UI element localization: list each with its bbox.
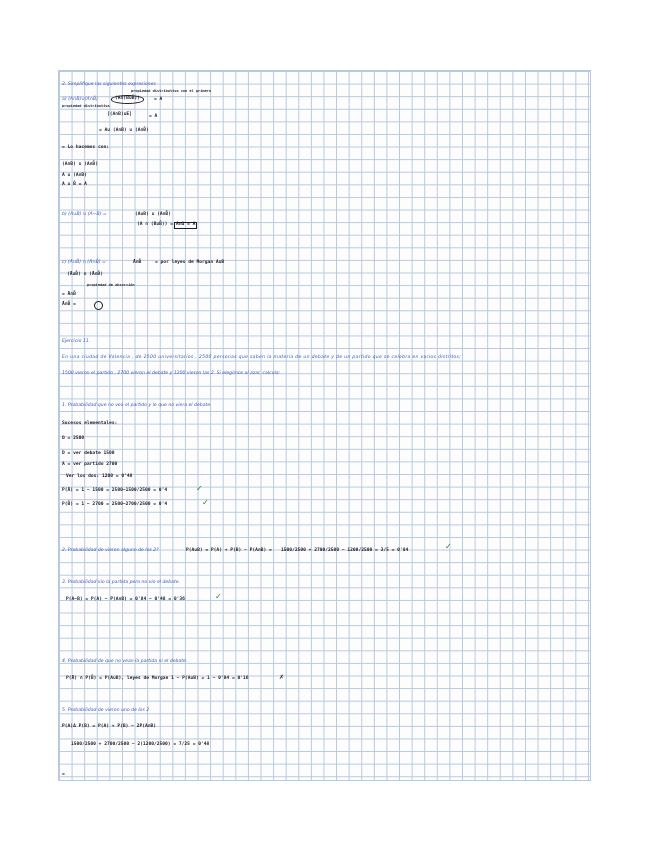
item-a-line-c: A ∪ B̄ = A [62,182,87,187]
item-a-expression: a) (A∩B)∪(A∩B̄) [62,97,98,102]
q2-formula: P(A∪B) = P(A) + P(B) − P(A∩B) = [186,548,272,553]
check-icon-2: ✓ [202,498,209,507]
item-b-boxed-result: A∩Ω = A [176,222,196,227]
exercise-11-heading: Ejercicio 11. [62,339,91,344]
item-a-step2-result: = A [149,114,158,119]
item-a-line-b: A ∪ (A∩B) [62,173,87,178]
item-c-morgan-note: = por leyes de Morgan A∪B [155,260,225,265]
item-c-absorption-note: propiedad de absorción [87,283,135,287]
annotation-distributive-first: propiedad distributiva con el primero [131,89,212,93]
q2-computation: 1500/2500 + 2700/2500 − 1200/2500 = 3/5 = 0'84 [281,548,409,553]
item-a-note: = Lo hacemos con: [62,145,110,150]
q1-p-not-a: P(Ā) = 1 − 1500 = 2500−1500/2500 = 0'4 [62,488,168,493]
question-1: 1. Probabilidad que no vea el partido y le que no viera el debate. [62,403,212,408]
item-c-result: Ā∩B̄ = [62,302,76,307]
q1-both: Ver los dos: 1200 = 0'48 [66,474,133,479]
q1-omega: Ω = 2500 [62,436,85,441]
q5-computation: 1500/2500 + 2700/2500 − 2(1200/2500) = 7/25 = 0'48 [71,742,210,747]
item-c-step1: Ā∩B̄ [133,260,142,265]
check-icon-3: ✓ [445,542,452,551]
circled-empty-set-icon [94,301,103,310]
question-4: 4. Probabilidad de que no vean la partida ni el debate. [62,659,188,664]
item-a-step3: = A∪ (A∩B) ∪ (A∩B̄) [99,128,149,133]
question-2: 2. Probabilidad de vieron alguno de los 2? [62,548,159,553]
exercise-11-statement-2: 1500 vieron el partido , 2700 vieron el debate y 1200 vieron las 2. Si elegimos al azar, calcula: [62,371,281,376]
cross-icon: ✗ [279,674,285,681]
exercise-3-heading: 3. Simplifique las siguientes expresiones [62,82,156,87]
q1-event-a: A = ver partido 2700 [62,462,118,467]
item-b-expression: b) (A∪B) ∪ (A−B) = [62,212,107,217]
check-icon-4: ✓ [215,592,222,601]
question-3: 3. Probabilidad vio la partida pero no vio el debate. [62,580,181,585]
exercise-11-statement-1: En una ciudad de Valencia , de 2500 universitarios , 2500 personas que saben la materia de un debate y de un partido que se celebra en varios distritos; [62,355,462,360]
item-a-result: = A [154,97,163,102]
q1-events-label: Sucesos elementales: [62,421,118,426]
q1-event-d: D = ver debate 1500 [62,451,115,456]
item-c-step2: (Ā∪B̄) ∩ (Ā∩B̄) [67,272,103,277]
item-b-step2: (A ∩ (B∪B̄)) = [137,222,173,227]
item-a-step2: [(A∩B)∪E] [107,112,132,117]
item-c-step3: = Ā∩B̄ [62,292,76,297]
trailing-equals: = [62,772,65,777]
annotation-distributive: propiedad distributiva [62,104,110,108]
item-c-expression: c) (Ā∪B̄) ∩ (Ā∩B̄) = [62,260,106,265]
question-5: 5. Probabilidad de vieron uno de los 2 [62,708,150,713]
item-a-line-a: (A∩B) ∪ (A∩B̄) [62,162,98,167]
q4-computation: P(Ā) ∩ P(B̄) = P(A∪B), leyes de Morgan 1 − P(A∪B) = 1 − 0'84 = 0'16 [66,676,249,681]
q1-p-not-b: P(B̄) = 1 − 2700 = 2500−2700/2500 = 0'4 [62,502,168,507]
check-icon-1: ✓ [196,484,203,493]
item-b-step1: (A∪B) ∪ (A∩B̄) [135,212,171,217]
q5-formula: P(A)Δ P(B) = P(A) + P(B) − 2P(A∩B) [62,724,157,729]
q3-computation: P(A−B) = P(A) − P(A∩B) = 0'84 − 0'48 = 0'36 [66,597,185,602]
graph-paper-sheet [58,70,591,781]
circled-factorization: (A∩(B∪B̄)) [111,95,144,104]
